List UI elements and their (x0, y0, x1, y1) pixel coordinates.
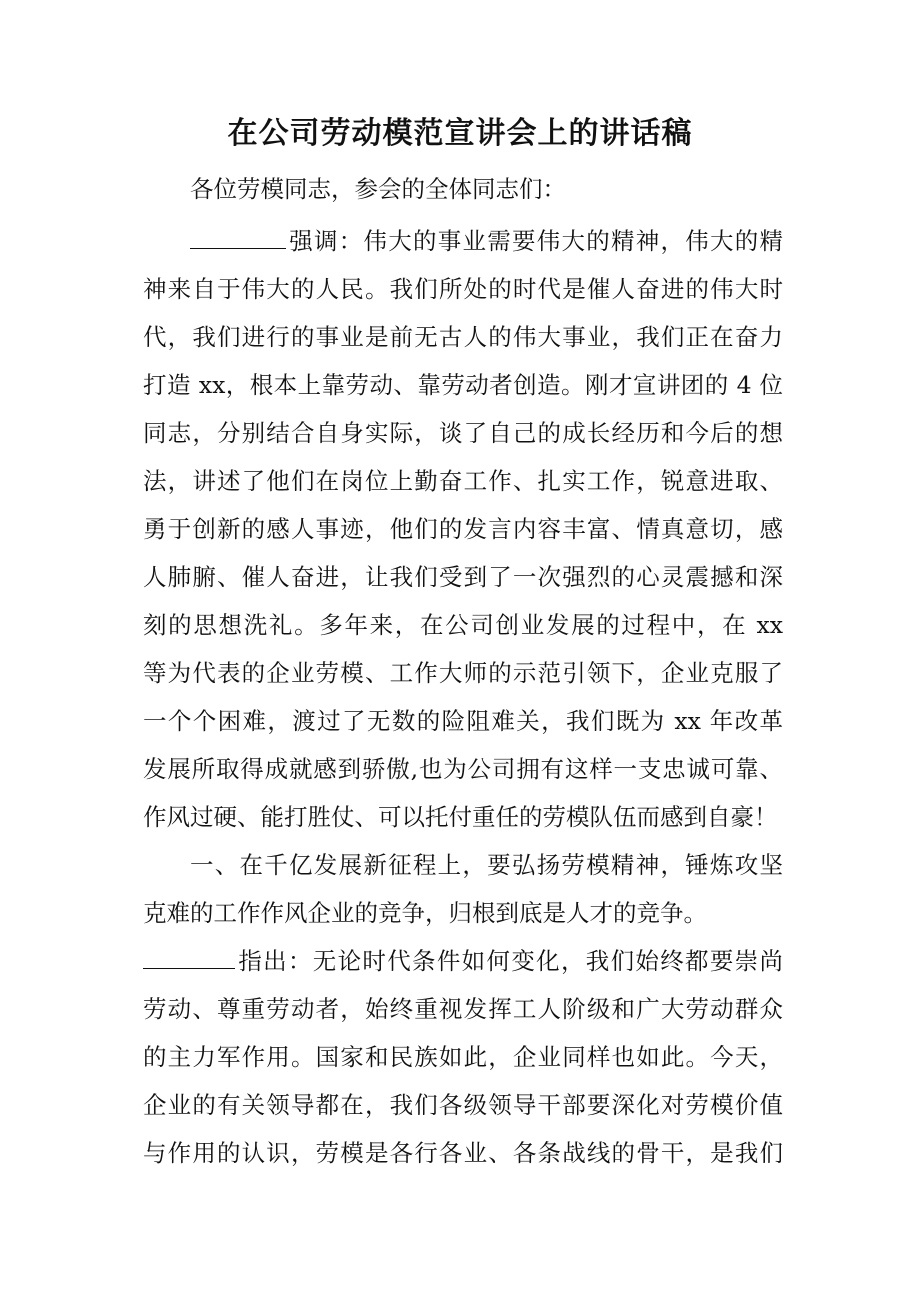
paragraph-line: 与作用的认识，劳模是各行各业、各条战线的骨干，是我们 (143, 1139, 783, 1167)
paragraph-line: 一个个困难，渡过了无数的险阻难关，我们既为 xx 年改革 (143, 707, 783, 735)
document-title: 在公司劳动模范宣讲会上的讲话稿 (227, 116, 693, 151)
paragraph-line: 等为代表的企业劳模、工作大师的示范引领下，企业克服了 (143, 659, 783, 687)
paragraph-line: 的主力军作用。国家和民族如此，企业同样也如此。今天， (143, 1043, 783, 1071)
paragraph-line: 勇于创新的感人事迹，他们的发言内容丰富、情真意切，感 (143, 515, 783, 543)
paragraph-line-text: 指出：无论时代条件如何变化，我们始终都要崇尚 (237, 947, 783, 975)
paragraph-line: 作风过硬、能打胜仗、可以托付重任的劳模队伍而感到自豪！ (143, 803, 778, 831)
paragraph-line: 代，我们进行的事业是前无古人的伟大事业，我们正在奋力 (143, 323, 783, 351)
paragraph-line: 打造 xx，根本上靠劳动、靠劳动者创造。刚才宣讲团的 4 位 (143, 371, 783, 399)
section-heading-line: 克难的工作作风企业的竞争，归根到底是人才的竞争。 (143, 899, 707, 927)
paragraph-line: 企业的有关领导都在，我们各级领导干部要深化对劳模价值 (143, 1091, 783, 1119)
salutation: 各位劳模同志，参会的全体同志们： (190, 175, 566, 203)
paragraph-line: 人肺腑、催人奋进，让我们受到了一次强烈的心灵震撼和深 (143, 563, 783, 591)
paragraph-line: 刻的思想洗礼。多年来，在公司创业发展的过程中，在 xx (143, 611, 783, 639)
paragraph-line: 同志，分别结合自身实际，谈了自己的成长经历和今后的想 (143, 419, 783, 447)
paragraph-line: 劳动、尊重劳动者，始终重视发挥工人阶级和广大劳动群众 (143, 995, 783, 1023)
paragraph-line (190, 217, 783, 265)
section-heading-line: 一、在千亿发展新征程上，要弘扬劳模精神，锤炼攻坚 (190, 851, 783, 879)
paragraph-line: 发展所取得成就感到骄傲,也为公司拥有这样一支忠诚可靠、 (143, 755, 783, 783)
blank-underline (190, 226, 286, 249)
paragraph-line: 法，讲述了他们在岗位上勤奋工作、扎实工作，锐意进取、 (143, 467, 783, 495)
paragraph-line (143, 937, 783, 985)
paragraph-line: 神来自于伟大的人民。我们所处的时代是催人奋进的伟大时 (143, 275, 783, 303)
blank-underline (143, 946, 235, 969)
paragraph-line-text: 强调：伟大的事业需要伟大的精神，伟大的精 (288, 227, 783, 255)
